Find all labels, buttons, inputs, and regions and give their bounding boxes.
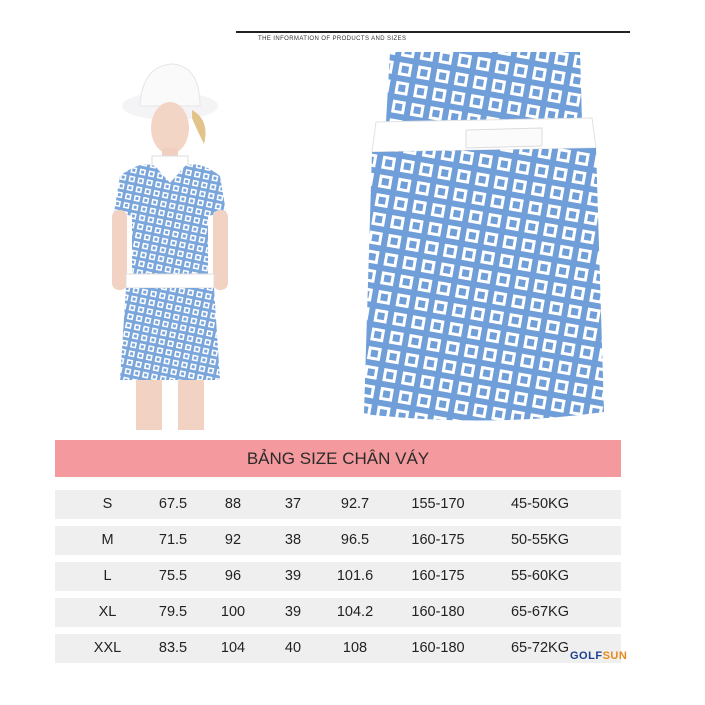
size-cell: 39 [284, 568, 302, 584]
size-cell: XXL [93, 640, 122, 656]
size-cell: 92 [224, 532, 242, 548]
size-cell: 40 [284, 640, 302, 656]
size-cell: 92.7 [340, 496, 370, 512]
size-cell: 104.2 [336, 604, 374, 620]
size-cell: 55-60KG [510, 568, 570, 584]
size-cell: 88 [224, 496, 242, 512]
size-cell: 160-175 [411, 532, 465, 548]
size-cell: M [101, 532, 114, 548]
model-photo [100, 48, 240, 430]
size-cell: 160-175 [411, 568, 465, 584]
size-cell: 37 [284, 496, 302, 512]
size-cell: 160-180 [411, 604, 465, 620]
size-row [55, 490, 621, 519]
size-row [55, 562, 621, 591]
size-cell: 45-50KG [510, 496, 570, 512]
size-cell: 155-170 [411, 496, 465, 512]
size-row [55, 598, 621, 627]
header-rule [236, 31, 630, 33]
size-cell: 160-180 [411, 640, 465, 656]
skirt-closeup-photo [360, 52, 608, 430]
size-row [55, 526, 621, 555]
size-cell: 79.5 [158, 604, 188, 620]
size-cell: 83.5 [158, 640, 188, 656]
size-cell: 75.5 [158, 568, 188, 584]
header-title: THE INFORMATION OF PRODUCTS AND SIZES [258, 36, 407, 42]
logo-text-sun: SUN [602, 650, 628, 662]
size-cell: S [102, 496, 113, 512]
size-cell: 71.5 [158, 532, 188, 548]
size-cell: L [103, 568, 112, 584]
size-cell: 67.5 [158, 496, 188, 512]
size-cell: 108 [342, 640, 368, 656]
logo-text-golf: GOLF [570, 650, 603, 662]
size-cell: XL [98, 604, 117, 620]
size-cell: 38 [284, 532, 302, 548]
size-cell: 104 [220, 640, 246, 656]
size-cell: 65-72KG [510, 640, 570, 656]
brand-logo [570, 650, 627, 662]
size-table [55, 490, 621, 670]
size-cell: 50-55KG [510, 532, 570, 548]
size-cell: 65-67KG [510, 604, 570, 620]
size-cell: 39 [284, 604, 302, 620]
size-cell: 100 [220, 604, 246, 620]
size-cell: 96 [224, 568, 242, 584]
size-cell: 101.6 [336, 568, 374, 584]
size-chart-title: BẢNG SIZE CHÂN VÁY [55, 440, 621, 477]
size-row [55, 634, 621, 663]
size-cell: 96.5 [340, 532, 370, 548]
